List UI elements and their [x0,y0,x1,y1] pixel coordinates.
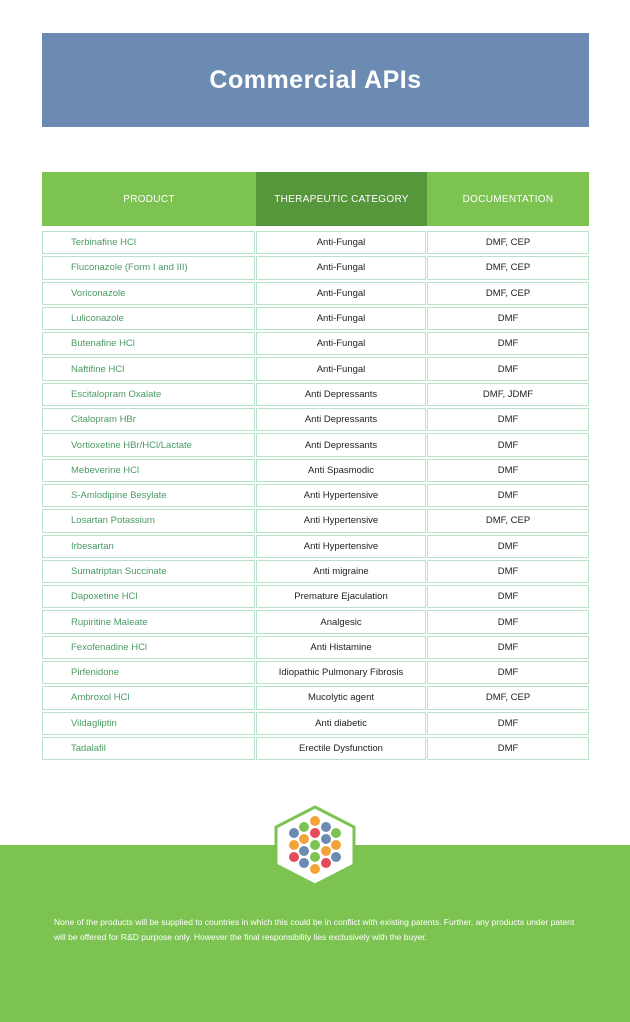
table-row [42,685,589,710]
title-banner [42,33,589,127]
documentation-cell: DMF, CEP [427,256,589,279]
category-cell: Anti-Fungal [256,256,426,279]
product-cell: Tadalafil [42,737,255,760]
documentation-cell: DMF [427,585,589,608]
table-row [42,559,589,584]
documentation-cell: DMF [427,712,589,735]
documentation-cell: DMF, CEP [427,686,589,709]
column-header-category: THERAPEUTIC CATEGORY [256,172,427,226]
product-cell: Irbesartan [42,535,255,558]
table-row [42,508,589,533]
product-cell: Voriconazole [42,282,255,305]
table-row [42,281,589,306]
documentation-cell: DMF [427,433,589,456]
column-header-product: PRODUCT [42,172,256,226]
table-row [42,432,589,457]
product-cell: Fexofenadine HCl [42,636,255,659]
documentation-cell: DMF, CEP [427,509,589,532]
table-row [42,736,589,761]
documentation-cell: DMF [427,661,589,684]
table-row [42,382,589,407]
category-cell: Mucolytic agent [256,686,426,709]
product-cell: Citalopram HBr [42,408,255,431]
product-cell: Naftifine HCl [42,357,255,380]
table-row [42,609,589,634]
products-table [42,172,589,761]
category-cell: Anti-Fungal [256,231,426,254]
table-row [42,306,589,331]
category-cell: Anti Spasmodic [256,459,426,482]
category-cell: Anti-Fungal [256,357,426,380]
table-row [42,407,589,432]
table-row [42,458,589,483]
documentation-cell: DMF [427,408,589,431]
product-cell: Fluconazole (Form I and III) [42,256,255,279]
table-body [42,230,589,761]
table-row [42,584,589,609]
product-cell: Vildagliptin [42,712,255,735]
table-row [42,534,589,559]
product-cell: Mebeverine HCl [42,459,255,482]
table-row [42,230,589,255]
documentation-cell: DMF, CEP [427,282,589,305]
category-cell: Analgesic [256,610,426,633]
product-cell: Escitalopram Oxalate [42,383,255,406]
category-cell: Premature Ejaculation [256,585,426,608]
category-cell: Anti-Fungal [256,307,426,330]
product-cell: Pirfenidone [42,661,255,684]
documentation-cell: DMF [427,560,589,583]
category-cell: Anti migraine [256,560,426,583]
category-cell: Anti Histamine [256,636,426,659]
product-cell: Rupiritine Maleate [42,610,255,633]
documentation-cell: DMF [427,737,589,760]
product-cell: Losartan Potassium [42,509,255,532]
documentation-cell: DMF [427,535,589,558]
product-cell: S-Amlodipine Besylate [42,484,255,507]
table-row [42,660,589,685]
category-cell: Anti Hypertensive [256,509,426,532]
category-cell: Erectile Dysfunction [256,737,426,760]
documentation-cell: DMF [427,459,589,482]
documentation-cell: DMF, CEP [427,231,589,254]
category-cell: Anti diabetic [256,712,426,735]
documentation-cell: DMF [427,357,589,380]
product-cell: Butenafine HCl [42,332,255,355]
documentation-cell: DMF [427,307,589,330]
product-cell: Sumatriptan Succinate [42,560,255,583]
documentation-cell: DMF [427,484,589,507]
product-cell: Luliconazole [42,307,255,330]
product-cell: Ambroxol HCl [42,686,255,709]
table-row [42,331,589,356]
table-header [42,172,589,226]
hexagon-molecule-logo-icon [272,805,358,887]
category-cell: Anti-Fungal [256,332,426,355]
product-cell: Vortioxetine HBr/HCl/Lactate [42,433,255,456]
documentation-cell: DMF [427,332,589,355]
category-cell: Idiopathic Pulmonary Fibrosis [256,661,426,684]
documentation-cell: DMF [427,636,589,659]
page-title: Commercial APIs [209,65,422,94]
documentation-cell: DMF [427,610,589,633]
table-row [42,255,589,280]
column-header-documentation: DOCUMENTATION [427,172,589,226]
product-cell: Terbinafine HCl [42,231,255,254]
category-cell: Anti Depressants [256,433,426,456]
category-cell: Anti Hypertensive [256,484,426,507]
table-row [42,711,589,736]
product-cell: Dapoxetine HCl [42,585,255,608]
table-row [42,483,589,508]
documentation-cell: DMF, JDMF [427,383,589,406]
category-cell: Anti Depressants [256,408,426,431]
table-row [42,635,589,660]
table-row [42,356,589,381]
category-cell: Anti Hypertensive [256,535,426,558]
category-cell: Anti Depressants [256,383,426,406]
disclaimer-text: None of the products will be supplied to countries in which this could be in conflict with existing patents. Further, any products under patent will be offered for R&D purpose only. However the final responsibility lies exclusively with the buyer. [54,917,575,942]
category-cell: Anti-Fungal [256,282,426,305]
